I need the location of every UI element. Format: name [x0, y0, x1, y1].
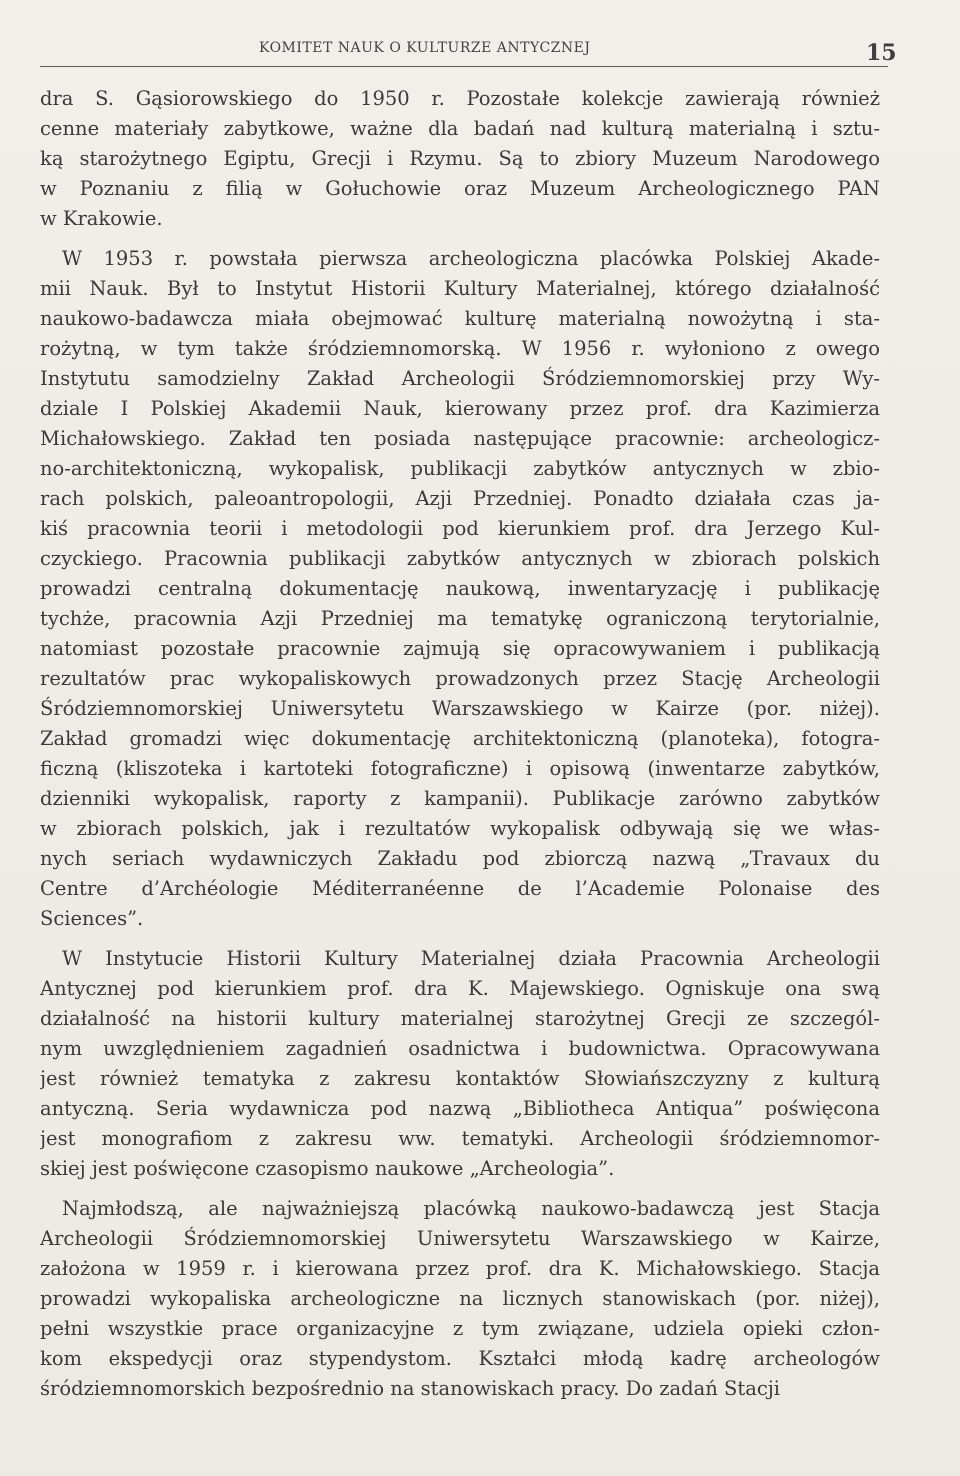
text-line: rożytną, w tym także śródziemnomorską. W 1956 r. wyłoniono z owego: [40, 337, 880, 360]
text-line: kiś pracownia teorii i metodologii pod kierunkiem prof. dra Jerzego Kul-: [40, 517, 880, 540]
text-line: Centre d’Archéologie Méditerranéenne de l’Academie Polonaise des: [40, 877, 880, 900]
text-line: antyczną. Seria wydawnicza pod nazwą „Bibliotheca Antiqua” poświęcona: [40, 1097, 880, 1120]
text-line: nym uwzględnieniem zagadnień osadnictwa i budownictwa. Opracowywana: [40, 1037, 880, 1060]
text-line: Najmłodszą, ale najważniejszą placówką naukowo-badawczą jest Stacja: [62, 1197, 880, 1220]
paragraph-3: [40, 944, 880, 1184]
text-line: prowadzi centralną dokumentację naukową, inwentaryzację i publikację: [40, 577, 880, 600]
text-line: jest również tematyka z zakresu kontaktów Słowiańszczyzny z kulturą: [40, 1067, 880, 1090]
text-line: Śródziemnomorskiej Uniwersytetu Warszawskiego w Kairze (por. niżej).: [40, 697, 880, 720]
text-line: Archeologii Śródziemnomorskiej Uniwersytetu Warszawskiego w Kairze,: [40, 1227, 880, 1250]
paragraph-gap: [40, 234, 880, 244]
text-line: Zakład gromadzi więc dokumentację architektoniczną (planoteka), fotogra-: [40, 727, 880, 750]
text-line: działalność na historii kultury materialnej starożytnej Grecji ze szczegól-: [40, 1007, 880, 1030]
text-line: rach polskich, paleoantropologii, Azji Przedniej. Ponadto działała czas ja-: [40, 487, 880, 510]
paragraph-2: [40, 244, 880, 934]
running-header: KOMITET NAUK O KULTURZE ANTYCZNEJ: [259, 40, 591, 56]
text-line: mii Nauk. Był to Instytut Historii Kultury Materialnej, którego działalność: [40, 277, 880, 300]
text-line: W 1953 r. powstała pierwsza archeologiczna placówka Polskiej Akade-: [62, 247, 880, 270]
text-line: w zbiorach polskich, jak i rezultatów wykopalisk odbywają się we włas-: [40, 817, 880, 840]
paragraph-1: [40, 84, 880, 234]
text-line: ficzną (kliszoteka i kartoteki fotograficzne) i opisową (inwentarze zabytków,: [40, 757, 880, 780]
text-line: W Instytucie Historii Kultury Materialnej działa Pracownia Archeologii: [62, 947, 880, 970]
paragraph-4: [40, 1194, 880, 1404]
text-line: naukowo-badawcza miała obejmować kulturę materialną nowożytną i sta-: [40, 307, 880, 330]
text-line: no-architektoniczną, wykopalisk, publikacji zabytków antycznych w zbio-: [40, 457, 880, 480]
text-line: ką starożytnego Egiptu, Grecji i Rzymu. Są to zbiory Muzeum Narodowego: [40, 147, 880, 170]
header-rule: [40, 66, 888, 67]
text-line: rezultatów prac wykopaliskowych prowadzonych przez Stację Archeologii: [40, 667, 880, 690]
body-text: [40, 84, 880, 1404]
text-line: dziale I Polskiej Akademii Nauk, kierowany przez prof. dra Kazimierza: [40, 397, 880, 420]
text-line: Antycznej pod kierunkiem prof. dra K. Majewskiego. Ogniskuje ona swą: [40, 977, 880, 1000]
text-line: natomiast pozostałe pracownie zajmują się opracowywaniem i publikacją: [40, 637, 880, 660]
paragraph-gap: [40, 1184, 880, 1194]
text-line: pełni wszystkie prace organizacyjne z tym związane, udziela opieki człon-: [40, 1317, 880, 1340]
text-line: w Poznaniu z filią w Gołuchowie oraz Muzeum Archeologicznego PAN: [40, 177, 880, 200]
text-line: śródziemnomorskich bezpośrednio na stanowiskach pracy. Do zadań Stacji: [40, 1377, 781, 1400]
text-line: Instytutu samodzielny Zakład Archeologii Śródziemnomorskiej przy Wy-: [40, 367, 880, 390]
text-line: dra S. Gąsiorowskiego do 1950 r. Pozostałe kolekcje zawierają również: [40, 87, 880, 110]
text-line: jest monografiom z zakresu ww. tematyki. Archeologii śródziemnomor-: [40, 1127, 880, 1150]
text-line: tychże, pracownia Azji Przedniej ma tematykę ograniczoną terytorialnie,: [40, 607, 880, 630]
text-line: prowadzi wykopaliska archeologiczne na licznych stanowiskach (por. niżej),: [40, 1287, 880, 1310]
text-line: skiej jest poświęcone czasopismo naukowe „Archeologia”.: [40, 1157, 615, 1180]
text-line: Michałowskiego. Zakład ten posiada następujące pracownie: archeologicz-: [40, 427, 880, 450]
text-line: cenne materiały zabytkowe, ważne dla badań nad kulturą materialną i sztu-: [40, 117, 880, 140]
text-line: nych seriach wydawniczych Zakładu pod zbiorczą nazwą „Travaux du: [40, 847, 880, 870]
text-line: założona w 1959 r. i kierowana przez prof. dra K. Michałowskiego. Stacja: [40, 1257, 880, 1280]
page-number: 15: [866, 40, 897, 66]
text-line: dzienniki wykopalisk, raporty z kampanii). Publikacje zarówno zabytków: [40, 787, 880, 810]
text-line: czyckiego. Pracownia publikacji zabytków antycznych w zbiorach polskich: [40, 547, 880, 570]
text-line: kom ekspedycji oraz stypendystom. Kształci młodą kadrę archeologów: [40, 1347, 880, 1370]
text-line: w Krakowie.: [40, 207, 163, 230]
paragraph-gap: [40, 934, 880, 944]
text-line: Sciences”.: [40, 907, 144, 930]
